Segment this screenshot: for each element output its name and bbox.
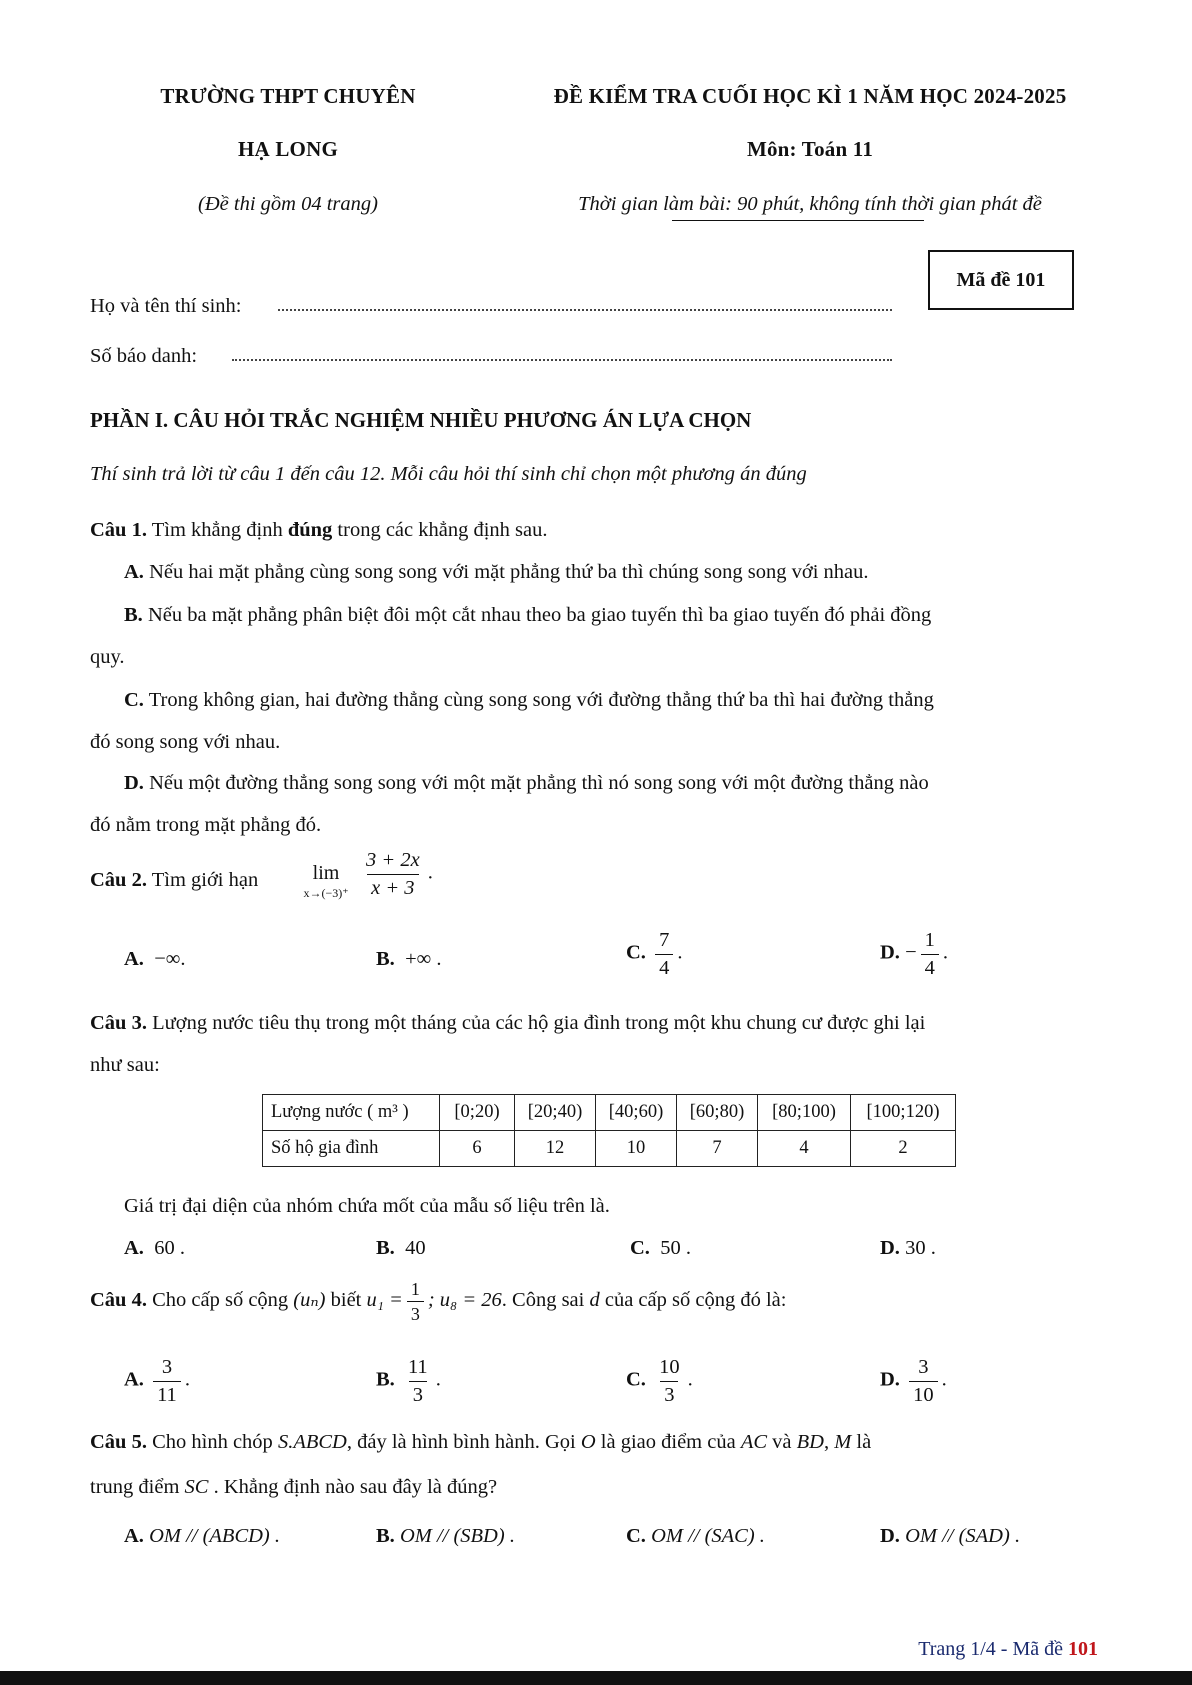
id-field[interactable] [232,359,892,361]
q2-a-label: A. [124,948,144,970]
q2-option-b[interactable] [376,949,442,970]
q5-b-label: B. [376,1525,395,1547]
q2-option-d[interactable] [880,930,948,978]
q1-stem-bold: đúng [287,519,333,541]
q5-pyramid: S.ABCD [277,1431,347,1453]
table-header-cell: Lượng nước ( m³ ) [263,1095,440,1131]
q5-c-label: C. [626,1525,646,1547]
q2-c-den: 4 [655,954,673,979]
q4-d-var: d [589,1289,600,1312]
q1-a-label: A. [124,561,144,583]
q2-option-c[interactable] [626,930,682,978]
name-field[interactable] [278,309,892,311]
q2-stem [90,870,258,891]
q4-option-a[interactable]: A. $\frac{3}{11}$ . [124,1356,190,1406]
q4-d-num: 3 [918,1356,929,1378]
q4-stem-pre: Cho cấp số cộng [152,1289,289,1312]
q5-stem-c: là giao điểm của [600,1431,736,1453]
q3-stem-continued: như sau: [90,1054,160,1076]
q2-fraction [358,850,433,898]
q5-option-a[interactable] [124,1526,280,1547]
q1-option-d[interactable] [124,773,929,794]
section-instruction: Thí sinh trả lời từ câu 1 đến câu 12. Mỗi câu hỏi thí sinh chỉ chọn một phương án đúng [90,463,807,485]
q4-c-den: 3 [660,1381,678,1406]
q2-d-num: 1 [924,929,935,951]
q3-c-label: C. [630,1237,650,1259]
q1-b-text: Nếu ba mặt phẳng phân biệt đôi một cắt nhau theo ba giao tuyến thì ba giao tuyến đó phải đồng [147,604,932,626]
q2-d-tail: . [942,941,948,964]
footer-code: 101 [1068,1638,1098,1660]
q5-option-d[interactable] [880,1526,1020,1547]
page-footer [918,1638,1098,1661]
table-cell: [80;100) [758,1095,851,1131]
name-label: Họ và tên thí sinh: [90,295,242,317]
q4-sequence: (uₙ) [293,1289,326,1312]
q5-a-label: A. [124,1525,144,1547]
q2-d-label: D. [880,941,900,964]
q4-u1: u₁ = [366,1289,403,1312]
q5-c-text: OM // (SAC) . [651,1525,765,1547]
q2-b-text: +∞ . [405,948,442,970]
q1-stem [90,520,548,541]
q5-d-text: OM // (SAD) . [905,1525,1021,1547]
q1-b-label: B. [124,604,143,626]
table-cell: 4 [758,1131,851,1167]
q1-option-a[interactable] [124,562,869,583]
school-name-line2: HẠ LONG [238,137,338,161]
bottom-edge [0,1671,1192,1685]
q5-b-text: OM // (SBD) . [399,1525,515,1547]
q3-option-a[interactable] [124,1238,185,1259]
table-row [263,1095,956,1131]
q2-d-sign: − [905,941,917,964]
q2-stem-text: Tìm giới hạn [151,869,259,891]
table-cell: [20;40) [515,1095,596,1131]
exam-title: ĐỀ KIỂM TRA CUỐI HỌC KÌ 1 NĂM HỌC 2024-2025 [553,84,1067,108]
q4-a-label: A. [124,1368,144,1391]
q3-d-text: 30 . [905,1237,936,1259]
q3-a-label: A. [124,1237,144,1259]
q2-c-num: 7 [659,929,670,951]
q3-question: Giá trị đại diện của nhóm chứa mốt của mẫu số liệu trên là. [124,1195,610,1217]
q4-stem [90,1280,786,1323]
q1-c-continued: đó song song với nhau. [90,731,281,753]
q5-ac: AC [740,1431,768,1453]
q5-stem-continued [90,1477,497,1498]
table-cell: 7 [677,1131,758,1167]
q3-option-c[interactable] [630,1238,691,1259]
q5-stem-a: Cho hình chóp [152,1431,273,1453]
q4-option-b[interactable]: B. $\frac{11}{3}$ . [376,1356,441,1406]
id-label: Số báo danh: [90,345,198,367]
q5-bd: BD [796,1431,824,1453]
q4-stem-end: của cấp số cộng đó là: [604,1289,787,1312]
q4-b-label: B. [376,1368,395,1391]
q2-den: x + 3 [367,874,418,899]
q5-sc: SC [184,1476,209,1498]
q4-a-num: 3 [161,1356,173,1378]
table-cell: [60;80) [677,1095,758,1131]
q2-lim: lim [312,862,340,884]
table-cell: 12 [515,1131,596,1167]
q2-d-den: 4 [921,954,939,979]
q1-c-label: C. [124,689,144,711]
q5-stem2-b: . Khẳng định nào sau đây là đúng? [213,1476,498,1498]
q4-d-den: 10 [909,1381,938,1406]
q5-m: M [834,1431,852,1453]
q3-b-text: 40 [405,1237,426,1259]
q5-stem2-a: trung điểm [90,1476,180,1498]
q2-tail: . [427,861,433,884]
q1-option-c[interactable] [124,690,934,711]
header-divider [672,220,924,221]
q2-limit [296,862,356,901]
q4-b-den: 3 [409,1381,427,1406]
q3-option-d[interactable] [880,1238,936,1259]
q5-and: và [772,1431,792,1453]
school-name-line1: TRƯỜNG THPT CHUYÊN [160,84,416,108]
table-cell: [40;60) [596,1095,677,1131]
q1-stem-pre: Tìm khẳng định [151,519,283,541]
q2-label: Câu 2. [90,869,147,891]
q4-option-d[interactable]: D. $\frac{3}{10}$ . [880,1356,947,1406]
q1-c-text: Trong không gian, hai đường thẳng cùng song song với đường thẳng thứ ba thì hai đường thẳng [148,689,934,711]
time-note: Thời gian làm bài: 90 phút, không tính thời gian phát đề [578,193,1042,215]
q2-b-label: B. [376,948,395,970]
q2-a-text: −∞. [154,948,186,970]
table-header-cell: Số hộ gia đình [263,1131,440,1167]
table-cell: [0;20) [440,1095,515,1131]
q4-u1-num: 1 [410,1279,420,1299]
q2-option-a[interactable] [124,949,186,970]
table-cell: 6 [440,1131,515,1167]
q5-option-b[interactable] [376,1526,515,1547]
q5-comma: , [823,1431,830,1453]
q5-option-c[interactable] [626,1526,765,1547]
q1-label: Câu 1. [90,519,147,541]
q4-a-den: 11 [153,1381,181,1406]
q3-stem [90,1013,925,1034]
q3-stem-text: Lượng nước tiêu thụ trong một tháng của các hộ gia đình trong một khu chung cư được ghi lại [152,1012,926,1034]
q4-u8: ; u₈ = 26 [427,1289,502,1312]
q5-stem [90,1432,871,1453]
q2-lim-sub: x→(−3)⁺ [303,886,349,900]
q5-o: O [580,1431,596,1453]
table-cell: 2 [851,1131,956,1167]
q2-num: 3 + 2x [366,849,420,871]
q1-stem-post: trong các khẳng định sau. [337,519,548,541]
q4-stem-post: . Công sai [501,1289,585,1312]
subject: Môn: Toán 11 [746,137,874,161]
q5-d-label: D. [880,1525,900,1547]
pages-note: (Đề thi gồm 04 trang) [198,193,378,215]
q3-d-label: D. [880,1237,900,1259]
table-cell: 10 [596,1131,677,1167]
q3-label: Câu 3. [90,1012,147,1034]
q4-stem-mid: biết [330,1289,362,1312]
water-usage-table [262,1094,956,1167]
q3-a-text: 60 . [154,1237,185,1259]
q4-c-num: 10 [659,1356,680,1378]
q2-c-tail: . [677,941,683,964]
q5-a-text: OM // (ABCD) . [149,1525,281,1547]
q1-a-text: Nếu hai mặt phẳng cùng song song với mặt phẳng thứ ba thì chúng song song với nhau. [149,561,869,583]
q5-stem-b: , đáy là hình bình hành. Gọi [346,1431,576,1453]
q3-c-text: 50 . [660,1237,691,1259]
q5-label: Câu 5. [90,1431,147,1453]
q1-d-text: Nếu một đường thẳng song song với một mặt phẳng thì nó song song với một đường thẳng nào [149,772,929,794]
q2-c-label: C. [626,941,646,964]
q4-option-c[interactable]: C. $\frac{10}{3}$ . [626,1356,693,1406]
footer-text: Trang 1/4 - Mã đề [918,1638,1063,1660]
table-cell: [100;120) [851,1095,956,1131]
exam-code-box [928,250,1074,310]
q4-u1-den: 3 [407,1301,424,1323]
section-title: PHẦN I. CÂU HỎI TRẮC NGHIỆM NHIỀU PHƯƠNG ÁN LỰA CHỌN [90,408,752,432]
q1-d-label: D. [124,772,144,794]
q5-stem-d: là [856,1431,872,1453]
q1-option-b[interactable] [124,605,931,626]
q4-label: Câu 4. [90,1289,147,1312]
q1-d-continued: đó nằm trong mặt phẳng đó. [90,814,322,836]
table-row [263,1131,956,1167]
q4-b-num: 11 [407,1356,428,1378]
q4-d-label: D. [880,1368,900,1391]
q3-option-b[interactable] [376,1238,426,1259]
q3-b-label: B. [376,1237,395,1259]
exam-code: Mã đề 101 [956,268,1046,291]
q4-c-label: C. [626,1368,646,1391]
q1-b-continued: quy. [90,646,125,668]
